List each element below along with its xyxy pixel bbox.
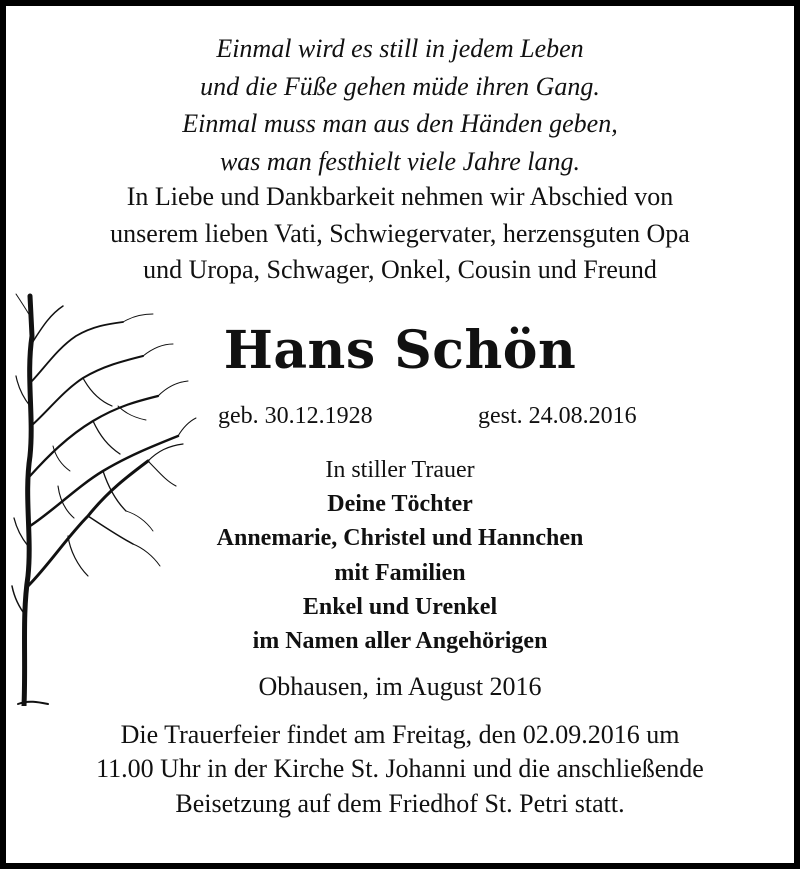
poem-line: Einmal wird es still in jedem Leben: [216, 34, 584, 63]
birth-date: geb. 30.12.1928: [218, 403, 373, 429]
poem-verse: [6, 30, 794, 180]
poem-line: was man festhielt viele Jahre lang.: [219, 146, 581, 176]
mourner-line: im Namen aller Angehörigen: [252, 628, 548, 655]
farewell-intro: [6, 179, 794, 289]
service-line: 11.00 Uhr in der Kirche St. Johanni und die anschließende: [96, 754, 704, 784]
mourners-heading: In stiller Trauer: [325, 457, 475, 483]
funeral-service-info: [6, 718, 794, 821]
mourners-list: [6, 453, 794, 658]
mourner-line: Enkel und Urenkel: [302, 593, 498, 620]
place-and-date: Obhausen, im August 2016: [258, 672, 542, 701]
deceased-name: Hans Schön: [223, 320, 577, 381]
mourner-line: Annemarie, Christel und Hannchen: [216, 525, 584, 552]
mourner-line: mit Familien: [334, 559, 466, 586]
death-date: gest. 24.08.2016: [478, 403, 637, 429]
poem-line: und die Füße gehen müde ihren Gang.: [200, 71, 600, 101]
intro-line: In Liebe und Dankbarkeit nehmen wir Abschied von: [126, 182, 674, 211]
intro-line: unserem lieben Vati, Schwiegervater, herzensguten Opa: [110, 218, 690, 248]
mourner-line: Deine Töchter: [327, 491, 473, 518]
intro-line: und Uropa, Schwager, Onkel, Cousin und Freund: [143, 255, 657, 285]
service-line: Beisetzung auf dem Friedhof St. Petri statt.: [175, 788, 625, 818]
poem-line: Einmal muss man aus den Händen geben,: [182, 109, 618, 138]
service-line: Die Trauerfeier findet am Freitag, den 02.09.2016 um: [120, 720, 680, 749]
